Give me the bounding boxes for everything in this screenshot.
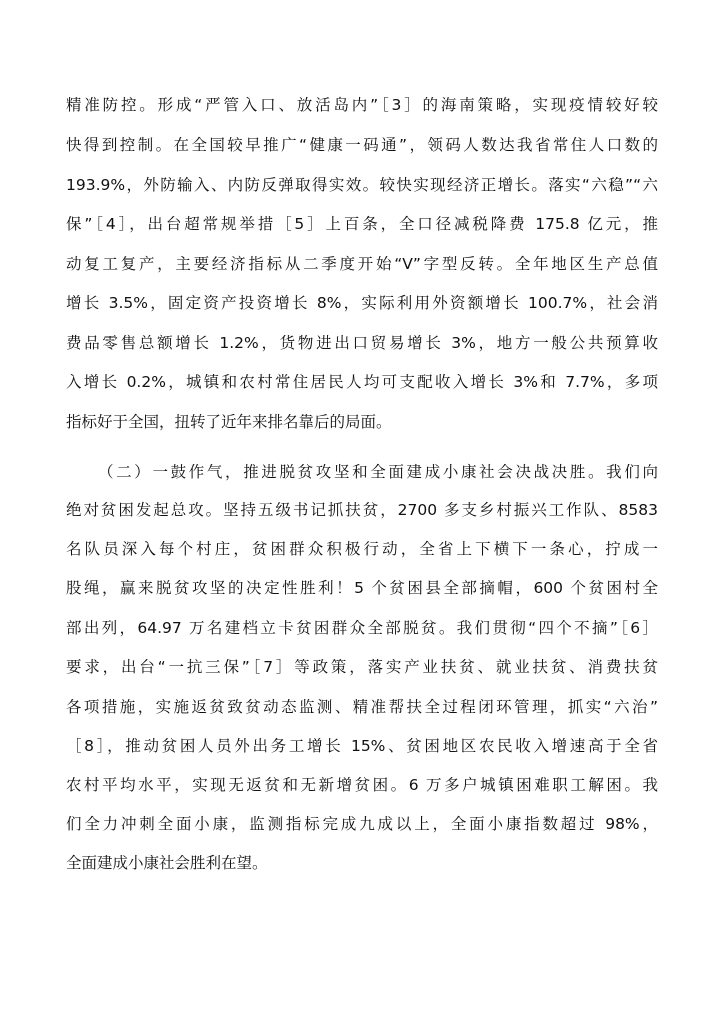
paragraph-1-line-6: 增长 3.5%，固定资产投资增长 8%，实际利用外资额增长 100.7%，社会消 [66, 294, 658, 312]
paragraph-2-line-6: 要求，出台“一抗三保”［7］等政策，落实产业扶贫、就业扶贫、消费扶贫 [66, 658, 658, 676]
paragraph-2-line-9: 农村平均水平，实现无返贫和无新增贫困。6 万多户城镇困难职工解困。我 [66, 776, 658, 794]
paragraph-2-line-7: 各项措施，实施返贫致贫动态监测、精准帮扶全过程闭环管理，抓实“六治” [66, 698, 658, 716]
paragraph-2-line-11: 全面建成小康社会胜利在望。 [66, 854, 268, 872]
paragraph-1-line-7: 费品零售总额增长 1.2%，货物进出口贸易增长 3%，地方一般公共预算收 [66, 334, 658, 352]
paragraph-1-line-9: 指标好于全国，扭转了近年来排名靠后的局面。 [66, 413, 392, 431]
paragraph-1-line-5: 动复工复产，主要经济指标从二季度开始“V”字型反转。全年地区生产总值 [66, 255, 658, 273]
paragraph-2-line-1: （二）一鼓作气，推进脱贫攻坚和全面建成小康社会决战决胜。我们向 [98, 463, 658, 481]
paragraph-1-line-2: 快得到控制。在全国较早推广“健康一码通”，领码人数达我省常住人口数的 [66, 136, 658, 154]
paragraph-2-line-3: 名队员深入每个村庄，贫困群众积极行动，全省上下横下一条心，拧成一 [66, 540, 658, 558]
paragraph-2-line-10: 们全力冲刺全面小康，监测指标完成九成以上，全面小康指数超过 98%， [66, 815, 658, 833]
paragraph-1-line-3: 193.9%，外防输入、内防反弹取得实效。较快实现经济正增长。落实“六稳”“六 [66, 176, 658, 194]
paragraph-2-line-5: 部出列，64.97 万名建档立卡贫困群众全部脱贫。我们贯彻“四个不摘”［6］ [66, 619, 658, 637]
paragraph-1-line-4: 保”［4］，出台超常规举措［5］上百条，全口径减税降费 175.8 亿元，推 [66, 215, 658, 233]
paragraph-2-line-4: 股绳，赢来脱贫攻坚的决定性胜利！5 个贫困县全部摘帽，600 个贫困村全 [66, 579, 658, 597]
paragraph-2-line-8: ［8］，推动贫困人员外出务工增长 15%、贫困地区农民收入增速高于全省 [66, 737, 658, 755]
paragraph-2-line-2: 绝对贫困发起总攻。坚持五级书记抓扶贫，2700 多支乡村振兴工作队、8583 [66, 501, 658, 519]
paragraph-1-line-1: 精准防控。形成“严管入口、放活岛内”［3］的海南策略，实现疫情较好较 [66, 96, 658, 114]
paragraph-1-line-8: 入增长 0.2%，城镇和农村常住居民人均可支配收入增长 3%和 7.7%，多项 [66, 373, 658, 391]
